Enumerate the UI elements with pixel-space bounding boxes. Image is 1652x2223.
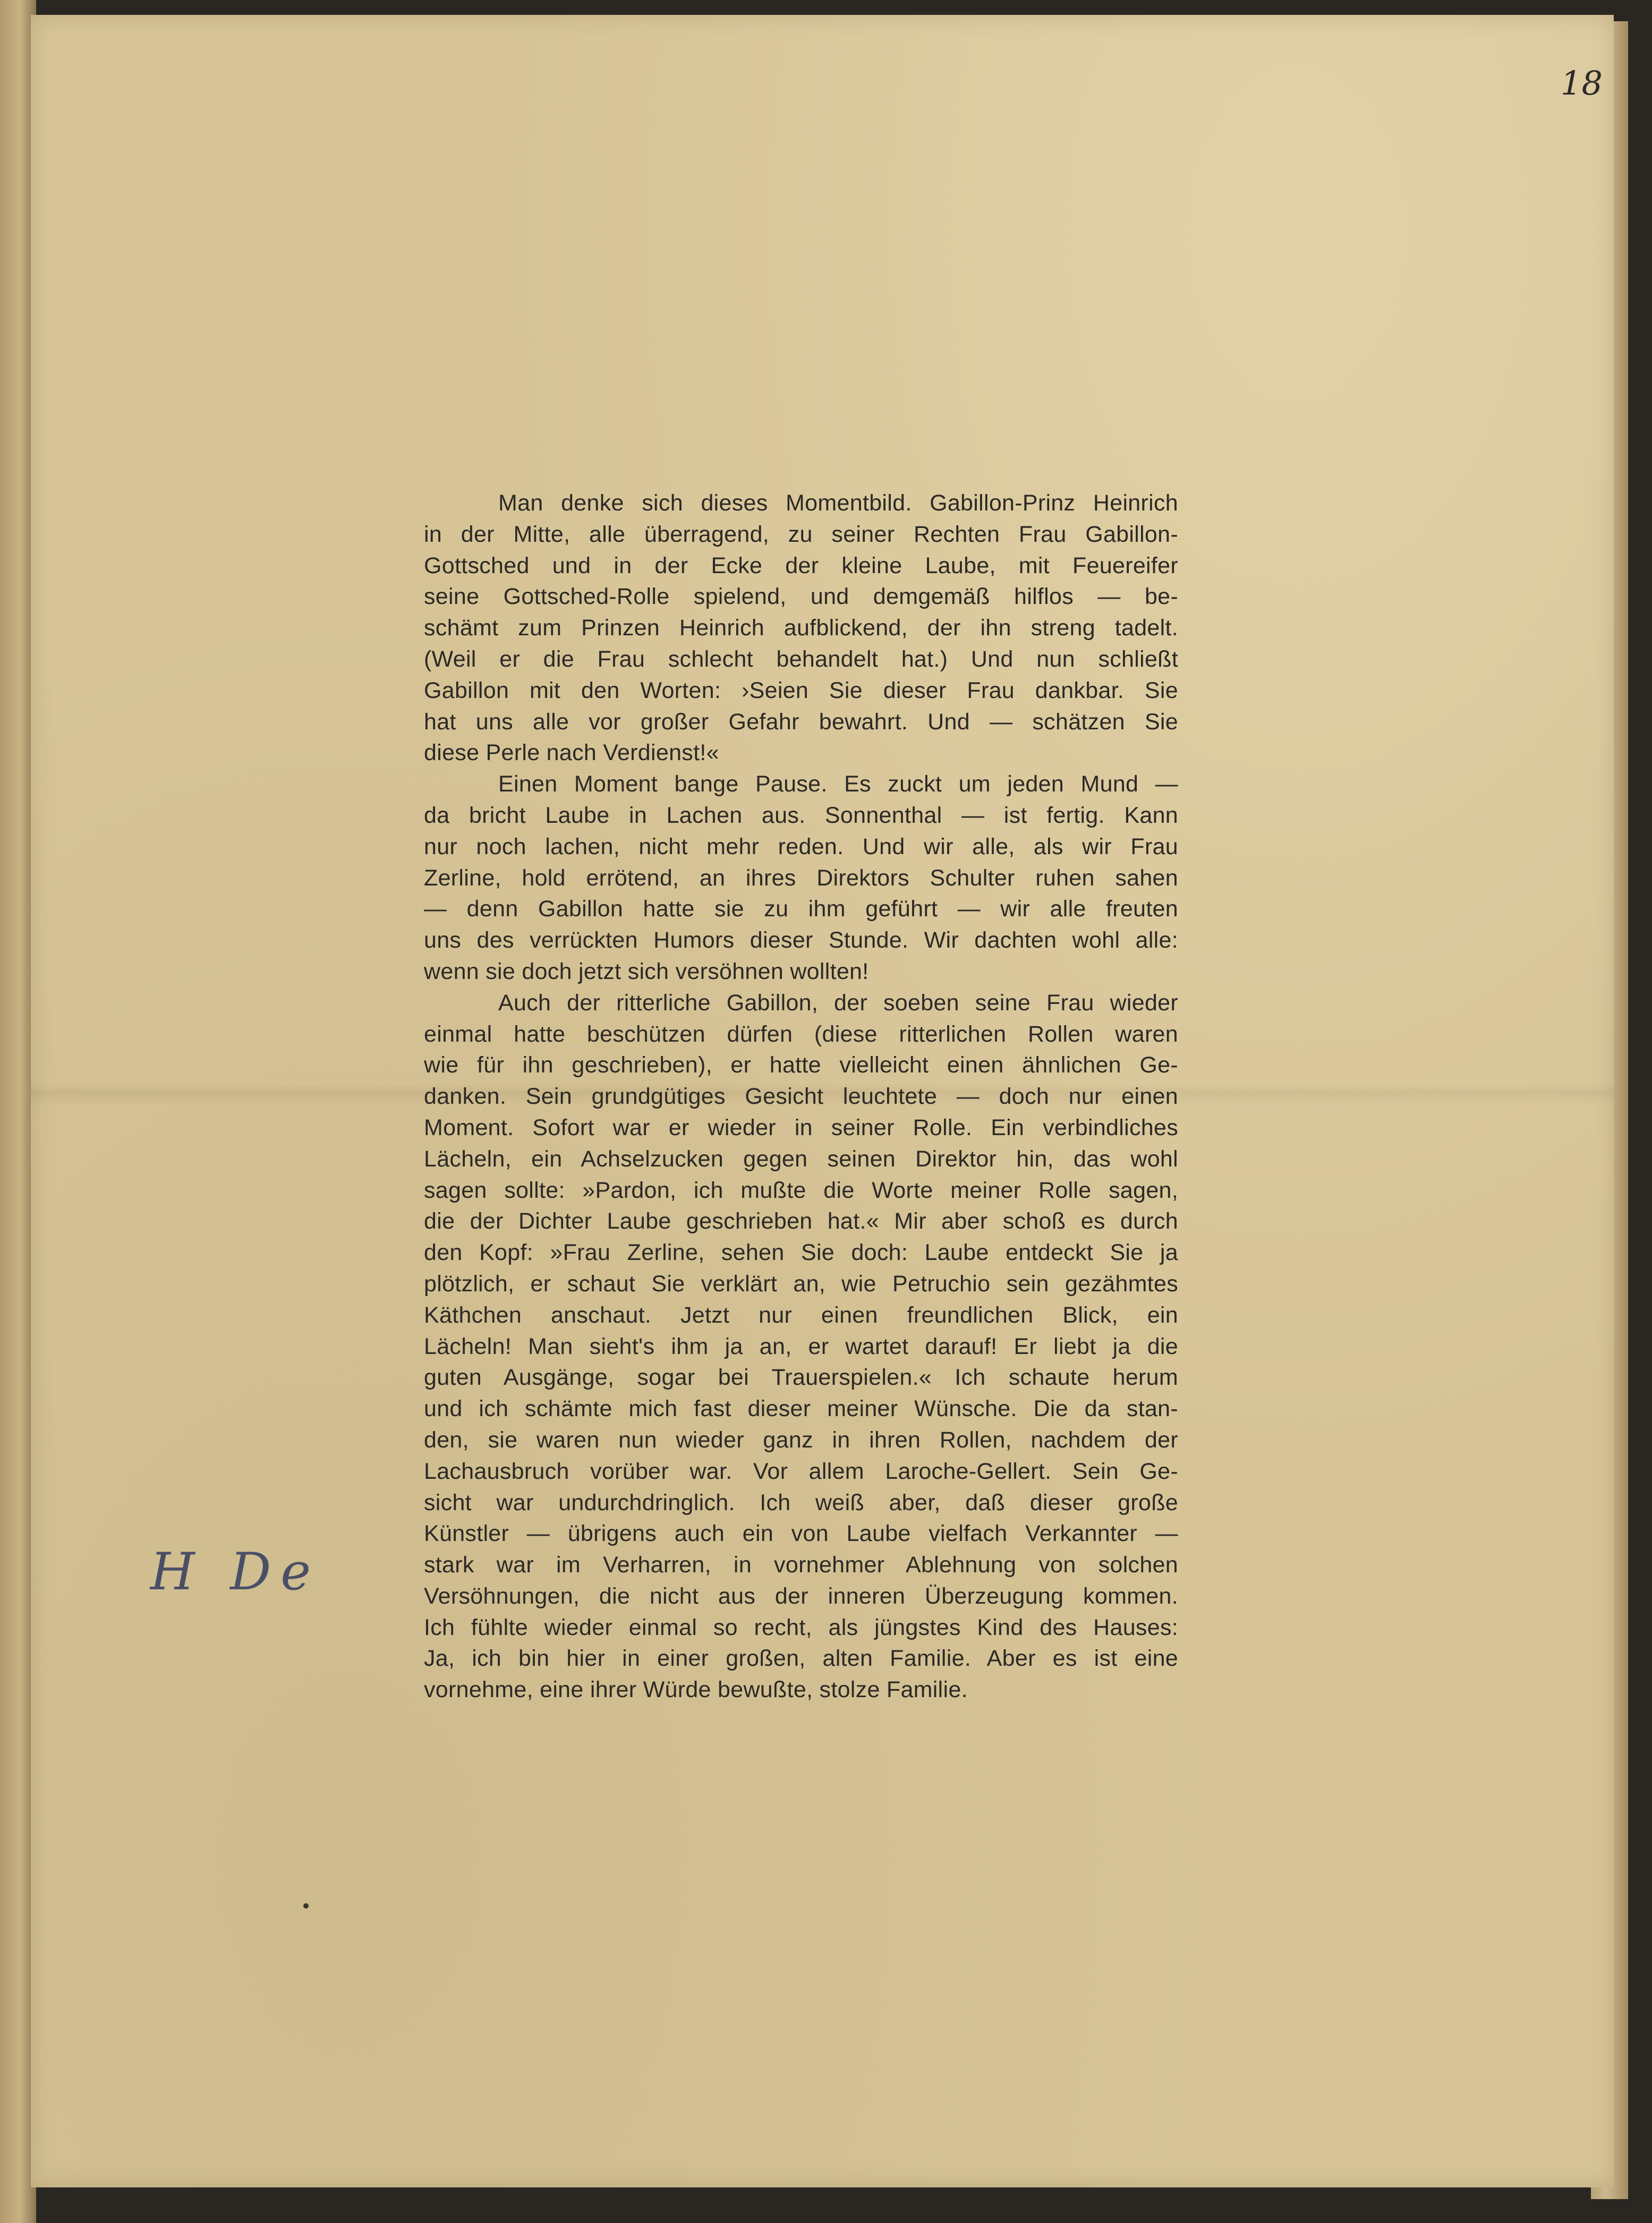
text-line: Moment. Sofort war er wieder in seiner Rolle. Ein verbindliches	[424, 1114, 1178, 1140]
text-line: da bricht Laube in Lachen aus. Sonnenthal — ist fertig. Kann	[424, 802, 1178, 828]
text-line: Lächeln, ein Achselzucken gegen seinen Direktor hin, das wohl	[424, 1146, 1178, 1172]
text-line: seine Gottsched-Rolle spielend, und demgemäß hilflos — be-	[424, 584, 1178, 610]
text-line: schämt zum Prinzen Heinrich aufblickend, der ihn streng tadelt.	[424, 615, 1178, 641]
handwritten-margin-note: H De	[150, 1542, 321, 1602]
text-line: Käthchen anschaut. Jetzt nur einen freundlichen Blick, ein	[424, 1302, 1178, 1328]
text-line: nur noch lachen, nicht mehr reden. Und wir alle, als wir Frau	[424, 833, 1178, 859]
text-line: und ich schämte mich fast dieser meiner Wünsche. Die da stan-	[424, 1396, 1178, 1422]
text-line: vornehme, eine ihrer Würde bewußte, stolze Familie.	[424, 1677, 968, 1703]
text-line: diese Perle nach Verdienst!«	[424, 740, 719, 766]
text-line: Zerline, hold errötend, an ihres Direktors Schulter ruhen sahen	[424, 865, 1178, 891]
text-line: uns des verrückten Humors dieser Stunde. Wir dachten wohl alle:	[424, 927, 1178, 953]
text-line: einmal hatte beschützen dürfen (diese ritterlichen Rollen waren	[424, 1021, 1178, 1047]
text-line: guten Ausgänge, sogar bei Trauerspielen.« Ich schaute herum	[424, 1365, 1178, 1391]
text-line: Auch der ritterliche Gabillon, der soeben seine Frau wieder	[498, 990, 1178, 1016]
text-line: sagen sollte: »Pardon, ich mußte die Worte meiner Rolle sagen,	[424, 1177, 1178, 1203]
text-line: Lachausbruch vorüber war. Vor allem Laroche-Gellert. Sein Ge-	[424, 1458, 1178, 1484]
text-line: wie für ihn geschrieben), er hatte vielleicht einen ähnlichen Ge-	[424, 1052, 1178, 1078]
text-line: stark war im Verharren, in vornehmer Ablehnung von solchen	[424, 1552, 1178, 1578]
text-line: den Kopf: »Frau Zerline, sehen Sie doch: Laube entdeckt Sie ja	[424, 1240, 1178, 1266]
text-line: Ja, ich bin hier in einer großen, alten Familie. Aber es ist eine	[424, 1646, 1178, 1672]
text-line: Gabillon mit den Worten: ›Seien Sie dieser Frau dankbar. Sie	[424, 677, 1178, 703]
text-line: in der Mitte, alle überragend, zu seiner Rechten Frau Gabillon-	[424, 521, 1178, 547]
text-line: Man denke sich dieses Momentbild. Gabillon-Prinz Heinrich	[498, 490, 1178, 516]
text-line: sicht war undurchdringlich. Ich weiß aber, daß dieser große	[424, 1489, 1178, 1515]
text-line: Einen Moment bange Pause. Es zuckt um jeden Mund —	[498, 771, 1178, 797]
text-line: Gottsched und in der Ecke der kleine Laube, mit Feuereifer	[424, 552, 1178, 578]
text-line: plötzlich, er schaut Sie verklärt an, wie Petruchio sein gezähmtes	[424, 1271, 1178, 1297]
text-line: die der Dichter Laube geschrieben hat.« Mir aber schoß es durch	[424, 1208, 1178, 1234]
text-line: (Weil er die Frau schlecht behandelt hat.) Und nun schließt	[424, 646, 1178, 672]
text-line: den, sie waren nun wieder ganz in ihren Rollen, nachdem der	[424, 1427, 1178, 1453]
text-line: Versöhnungen, die nicht aus der inneren Überzeugung kommen.	[424, 1583, 1178, 1609]
paper-speck	[303, 1903, 309, 1909]
text-line: hat uns alle vor großer Gefahr bewahrt. Und — schätzen Sie	[424, 709, 1178, 735]
page-number: 18	[1561, 64, 1603, 103]
text-line: wenn sie doch jetzt sich versöhnen wollten!	[424, 958, 869, 984]
text-line: danken. Sein grundgütiges Gesicht leuchtete — doch nur einen	[424, 1084, 1178, 1110]
text-line: Künstler — übrigens auch ein von Laube vielfach Verkannter —	[424, 1521, 1178, 1547]
text-line: Lächeln! Man sieht's ihm ja an, er wartet darauf! Er liebt ja die	[424, 1333, 1178, 1359]
text-line: Ich fühlte wieder einmal so recht, als jüngstes Kind des Hauses:	[424, 1614, 1178, 1640]
text-line: — denn Gabillon hatte sie zu ihm geführt — wir alle freuten	[424, 896, 1178, 922]
body-text	[424, 488, 1178, 1706]
